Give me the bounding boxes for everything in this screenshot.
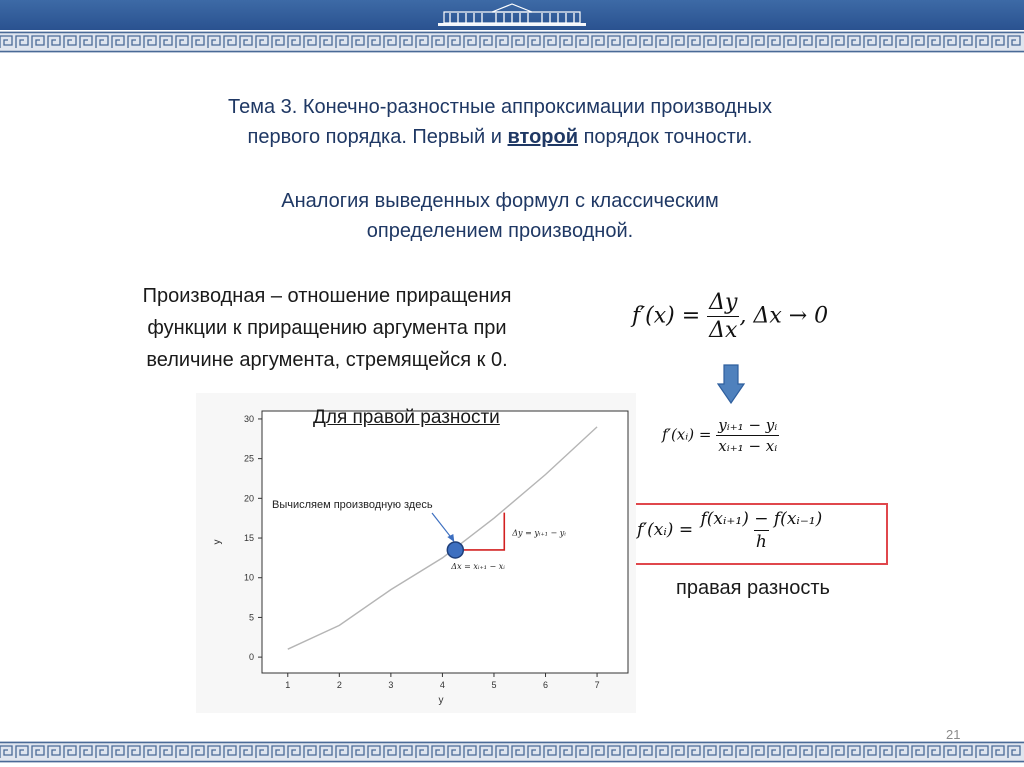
y-axis-label: y — [212, 539, 223, 545]
formula-main-denominator: Δx — [709, 318, 738, 343]
formula-box-fraction — [698, 509, 824, 552]
slide-subtitle — [120, 186, 880, 246]
y-tick-label: 15 — [243, 533, 254, 544]
definition-line-3: величине аргумента, стремящейся к 0. — [146, 349, 508, 371]
page-number: 21 — [946, 727, 961, 742]
subtitle-line-1: Аналогия выведенных формул с классическим — [281, 190, 719, 212]
subtitle-line-2: определением производной. — [366, 220, 634, 242]
x-tick-label: 5 — [491, 680, 497, 690]
y-tick-label: 0 — [248, 652, 254, 663]
title-line-2 — [120, 122, 880, 152]
highlight-point — [447, 542, 463, 558]
derivative-definition — [92, 280, 562, 376]
dx-label: Δx = xᵢ₊₁ − xᵢ — [451, 561, 505, 571]
formula-fd-fraction — [716, 416, 779, 455]
x-tick-label: 7 — [594, 680, 600, 690]
slide-title — [120, 92, 880, 152]
formula-box-lhs: f′(xᵢ) = — [637, 520, 694, 540]
title-line-2-end: порядок точности. — [578, 126, 753, 148]
title-line-1: Тема 3. Конечно-разностные аппроксимации производных — [227, 96, 773, 118]
x-tick-label: 1 — [285, 680, 291, 690]
line-chart — [196, 393, 636, 713]
formula-box-numerator: f(xᵢ₊₁) − f(xᵢ₋₁) — [700, 509, 823, 529]
formula-fd-denominator: xᵢ₊₁ − xᵢ — [718, 437, 778, 455]
formula-box-denominator: h — [755, 532, 767, 552]
definition-line-1: Производная – отношение приращения — [142, 285, 512, 307]
right-difference-formula — [637, 509, 824, 552]
y-tick-label: 20 — [243, 493, 254, 504]
right-difference-formula-box — [625, 503, 888, 565]
x-tick-label: 3 — [388, 680, 394, 690]
derivative-limit-formula — [632, 290, 828, 343]
dy-label: Δy = yᵢ₊₁ − yᵢ — [512, 528, 566, 538]
definition-line-2: функции к приращению аргумента при — [147, 317, 507, 339]
meander-border-top — [0, 31, 1024, 53]
y-tick-label: 5 — [248, 612, 254, 623]
annotation-text: Вычисляем производную здесь — [272, 499, 433, 511]
meander-border-bottom — [0, 741, 1024, 763]
formula-main-numerator: Δy — [709, 290, 738, 315]
chart-area — [196, 393, 636, 713]
y-tick-label: 30 — [243, 413, 254, 424]
title-line-2-start: первого порядка. Первый и — [247, 126, 508, 148]
formula-main-lhs: f′(x) = — [632, 303, 701, 329]
formula-main-fraction — [707, 290, 739, 343]
y-tick-label: 25 — [243, 453, 254, 464]
formula-main-tail: , Δx → 0 — [739, 303, 829, 329]
formula-fd-lhs: f′(xᵢ) = — [662, 425, 712, 444]
x-axis-label: y — [438, 695, 444, 706]
chart-caption: Для правой разности — [313, 407, 500, 428]
y-tick-label: 10 — [243, 572, 254, 583]
header-band — [0, 0, 1024, 30]
building-logo-icon — [436, 2, 588, 28]
right-difference-label: правая разность — [676, 577, 830, 599]
formula-fd-numerator: yᵢ₊₁ − yᵢ — [718, 416, 778, 434]
x-tick-label: 2 — [336, 680, 342, 690]
down-arrow-icon — [717, 364, 745, 404]
plot-frame — [262, 411, 628, 673]
x-tick-label: 4 — [439, 680, 445, 690]
finite-difference-formula — [662, 416, 779, 455]
x-tick-label: 6 — [543, 680, 549, 690]
title-emphasis: второй — [507, 126, 579, 148]
